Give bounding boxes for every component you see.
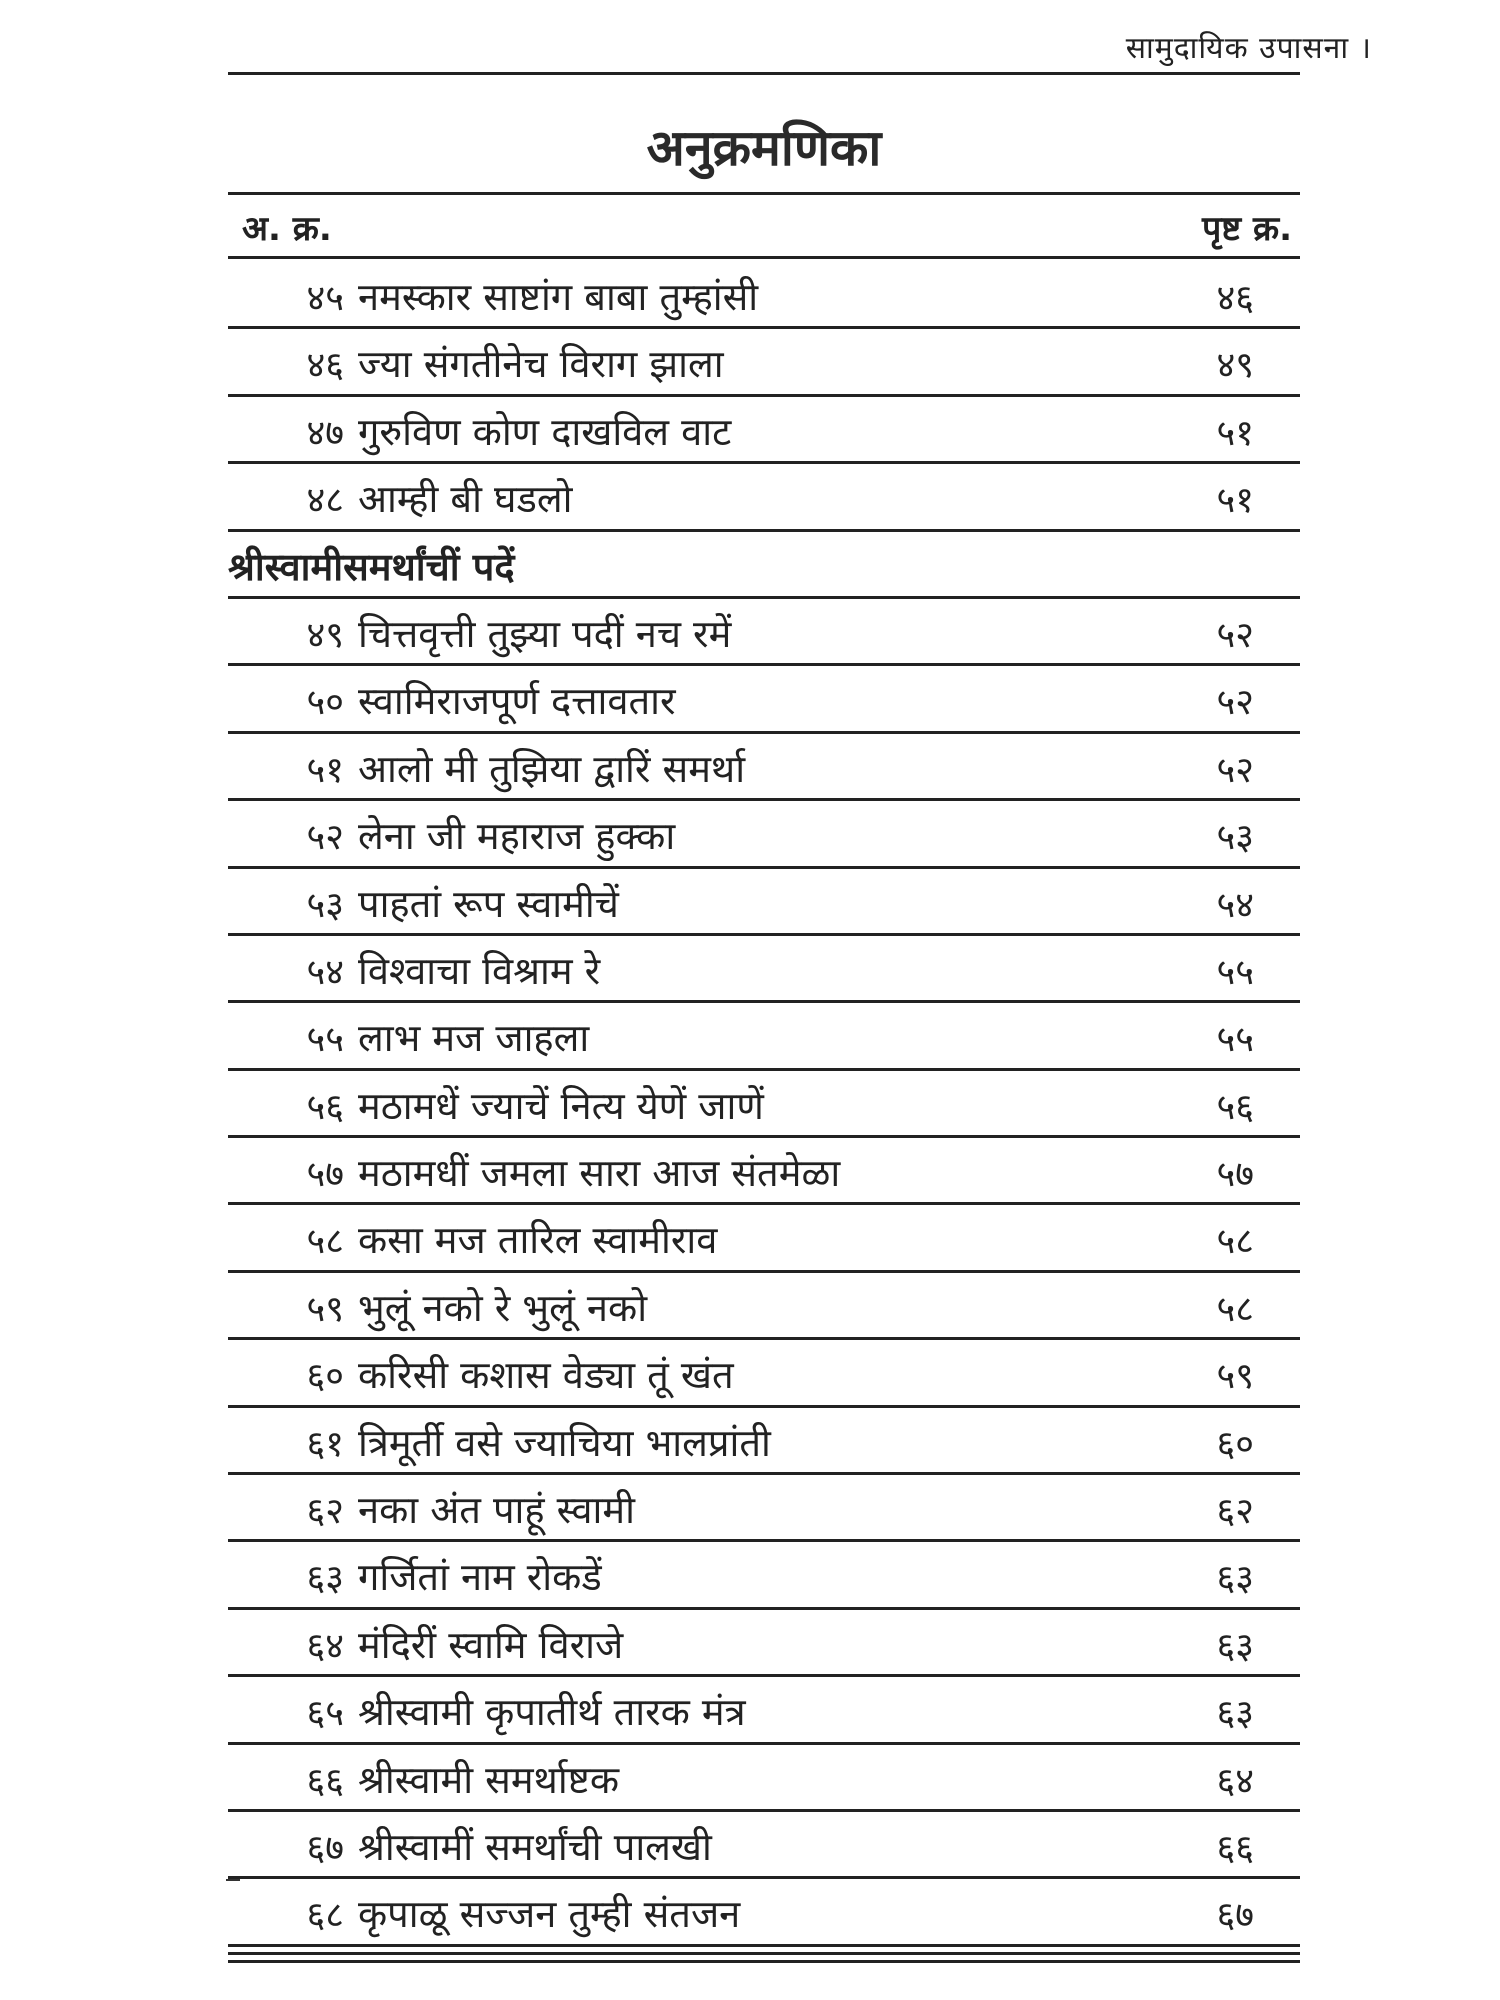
table-row <box>228 1340 1300 1407</box>
table-row <box>228 1475 1300 1542</box>
serial-column-header: अ. क्र. <box>242 209 332 249</box>
row-title: गुरुविण कोण दाखविल वाट <box>358 409 732 454</box>
section-heading-row <box>228 532 1300 599</box>
row-number: ५६ <box>306 1086 344 1128</box>
table-row <box>228 1205 1300 1272</box>
table-row <box>228 329 1300 396</box>
row-page: ४६ <box>1216 278 1254 319</box>
table-row <box>228 936 1300 1003</box>
row-page: ५२ <box>1216 749 1254 791</box>
row-page: ६३ <box>1216 1693 1254 1735</box>
row-page: ५१ <box>1216 480 1254 522</box>
table-row <box>228 801 1300 868</box>
row-number: ४६ <box>306 345 344 387</box>
row-title: नका अंत पाहूं स्वामी <box>358 1488 635 1533</box>
table-row <box>228 1745 1300 1812</box>
header-top-rule <box>228 192 1300 195</box>
row-title: ज्या संगतीनेच विराग झाला <box>358 342 724 387</box>
row-page: ४९ <box>1216 345 1254 387</box>
row-number: ६५ <box>306 1693 344 1735</box>
table-row <box>228 1542 1300 1609</box>
row-number: ५० <box>306 682 344 724</box>
header-bottom-rule <box>228 256 1300 259</box>
row-page: ५१ <box>1216 412 1254 454</box>
row-title: पाहतां रूप स्वामीचें <box>358 881 619 926</box>
row-number: ४९ <box>306 614 344 656</box>
top-rule <box>228 72 1300 75</box>
index-table <box>228 262 1300 1947</box>
page-column-header: पृष्ट क्र. <box>1201 209 1292 249</box>
row-page: ५८ <box>1216 1221 1254 1263</box>
table-row <box>228 666 1300 733</box>
row-page: ५८ <box>1216 1288 1254 1330</box>
row-number: ५४ <box>306 951 344 993</box>
table-row <box>228 869 1300 936</box>
row-title: श्रीस्वामीं समर्थांची पालखी <box>358 1824 712 1869</box>
row-title: आम्ही बी घडलो <box>358 477 573 522</box>
table-row <box>228 1610 1300 1677</box>
row-title: लाभ मज जाहला <box>358 1016 590 1061</box>
row-title: मंदिरीं स्वामि विराजे <box>358 1622 624 1667</box>
table-row <box>228 1879 1300 1946</box>
row-number: ४५ <box>306 278 344 319</box>
row-title: कसा मज तारिल स्वामीराव <box>358 1218 718 1263</box>
row-number: ५७ <box>306 1154 344 1196</box>
table-row <box>228 1812 1300 1879</box>
table-row <box>228 1677 1300 1744</box>
row-title: चित्तवृत्ती तुझ्या पदीं नच रमें <box>358 611 732 656</box>
bottom-double-rule <box>228 1952 1300 1968</box>
table-row <box>228 464 1300 531</box>
row-page: ६३ <box>1216 1625 1254 1667</box>
row-title: विश्वाचा विश्राम रे <box>358 948 601 993</box>
row-page: ५२ <box>1216 614 1254 656</box>
row-number: ५३ <box>306 884 344 926</box>
row-number: ४८ <box>306 480 344 522</box>
row-title: श्रीस्वामी समर्थाष्टक <box>358 1757 620 1802</box>
row-title: मठामधीं जमला सारा आज संतमेळा <box>358 1151 841 1196</box>
table-row <box>228 262 1300 329</box>
row-number: ६१ <box>306 1423 344 1465</box>
row-page: ५३ <box>1216 817 1254 859</box>
row-page: ६४ <box>1216 1760 1254 1802</box>
row-title: आलो मी तुझिया द्वारिं समर्था <box>358 746 746 791</box>
row-page: ५४ <box>1216 884 1254 926</box>
row-title: स्वामिराजपूर्ण दत्तावतार <box>358 679 676 724</box>
row-number: ६२ <box>306 1491 344 1533</box>
table-row <box>228 1138 1300 1205</box>
row-page: ६६ <box>1216 1827 1254 1869</box>
page-title: अनुक्रमणिका <box>646 119 882 177</box>
row-page: ५५ <box>1216 1019 1254 1061</box>
row-number: ५१ <box>306 749 344 791</box>
row-number: ६७ <box>306 1827 344 1869</box>
table-row <box>228 1003 1300 1070</box>
row-number: ६३ <box>306 1558 344 1600</box>
row-title: नमस्कार साष्टांग बाबा तुम्हांसी <box>358 275 759 319</box>
row-number: ५५ <box>306 1019 344 1061</box>
row-number: ४७ <box>306 412 344 454</box>
row-page: ६३ <box>1216 1558 1254 1600</box>
table-row <box>228 1273 1300 1340</box>
index-page <box>228 0 1300 2000</box>
row-page: ५९ <box>1216 1356 1254 1398</box>
row-number: ५९ <box>306 1288 344 1330</box>
row-title: लेना जी महाराज हुक्का <box>358 814 676 859</box>
row-title: त्रिमूर्ती वसे ज्याचिया भालप्रांती <box>358 1420 771 1465</box>
row-title: भुलूं नको रे भुलूं नको <box>358 1285 648 1330</box>
table-row <box>228 734 1300 801</box>
row-title: श्रीस्वामी कृपातीर्थ तारक मंत्र <box>358 1690 746 1735</box>
row-title: मठामधें ज्याचें नित्य येणें जाणें <box>358 1083 764 1128</box>
running-head: सामुदायिक उपासना । <box>1125 31 1372 66</box>
row-title: करिसी कशास वेड्या तूं खंत <box>358 1353 734 1398</box>
row-page: ६० <box>1216 1423 1254 1465</box>
row-page: ५२ <box>1216 682 1254 724</box>
table-row <box>228 1071 1300 1138</box>
section-title: श्रीस्वामीसमर्थांचीं पदें <box>228 544 515 589</box>
row-page: ६७ <box>1216 1895 1254 1937</box>
table-row <box>228 599 1300 666</box>
table-row <box>228 1408 1300 1475</box>
row-number: ५२ <box>306 817 344 859</box>
row-number: ६६ <box>306 1760 344 1802</box>
row-number: ६८ <box>306 1895 344 1937</box>
row-number: ६० <box>306 1356 344 1398</box>
row-page: ५६ <box>1216 1086 1254 1128</box>
row-number: ६४ <box>306 1625 344 1667</box>
row-page: ५७ <box>1216 1154 1254 1196</box>
margin-mark <box>226 1879 240 1881</box>
row-number: ५८ <box>306 1221 344 1263</box>
row-title: गर्जितां नाम रोकडें <box>358 1555 602 1600</box>
table-row <box>228 397 1300 464</box>
row-page: ५५ <box>1216 951 1254 993</box>
row-page: ६२ <box>1216 1491 1254 1533</box>
row-title: कृपाळू सज्जन तुम्ही संतजन <box>358 1892 741 1937</box>
